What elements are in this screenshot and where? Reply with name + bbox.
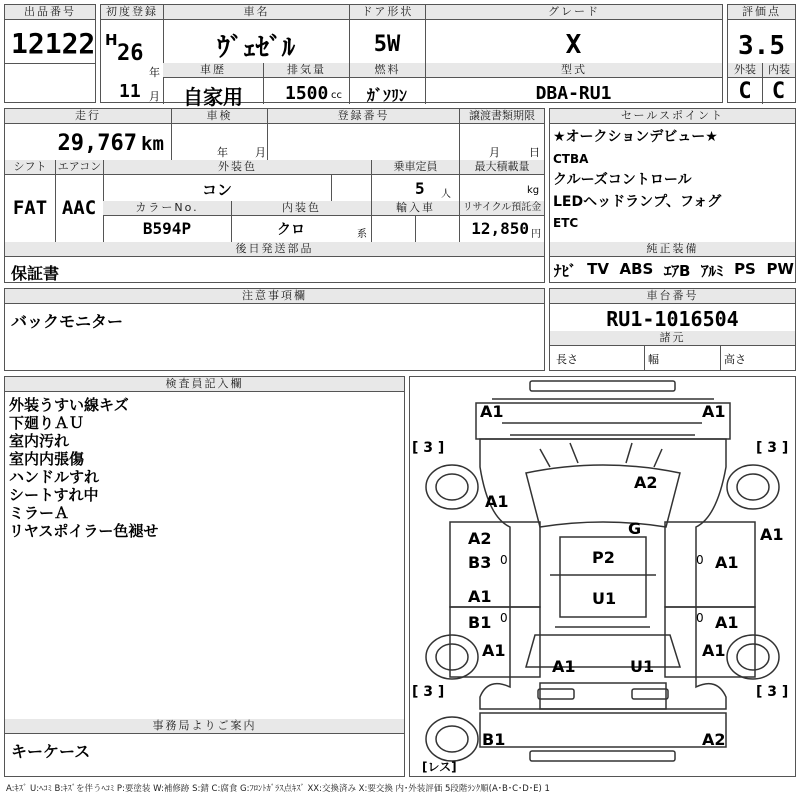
- equipment-item: ｴｱB: [663, 262, 691, 280]
- transfer-header: 譲渡書類期限: [459, 109, 544, 124]
- aircon-header: エアコン: [55, 160, 103, 175]
- shift-header: シフト: [5, 160, 55, 175]
- sales-points-box: [549, 108, 796, 283]
- aircon-value: AAC: [61, 197, 97, 219]
- mark-quarter-rr: A1: [702, 641, 726, 660]
- genuine-equipment-list: [554, 260, 794, 281]
- exterior-grade: C: [738, 79, 752, 104]
- tire-fl: [426, 465, 478, 509]
- recycle-unit: 円: [531, 229, 541, 240]
- equipment-item: TV: [587, 260, 609, 278]
- mark-quarter-rl: A1: [482, 641, 506, 660]
- lot-box: [4, 4, 96, 103]
- inspector-box: [4, 376, 405, 777]
- body-outline: [480, 439, 726, 709]
- inspector-note: シートすれ中: [9, 486, 99, 504]
- caution-box: [4, 288, 545, 371]
- equipment-item: PW: [766, 260, 794, 278]
- grade-header: グレード: [425, 5, 722, 20]
- sales-point-item: ★オークションデビュー★: [553, 129, 718, 145]
- ext-color-value: コン: [201, 181, 232, 199]
- mark-spare-tire: [レス]: [422, 760, 457, 774]
- office-header: 事務局よりご案内: [5, 719, 404, 734]
- int-color-suffix: 系: [357, 229, 367, 240]
- width-label: 幅: [648, 353, 659, 366]
- max-load-header: 最大積載量: [459, 160, 544, 175]
- mileage-header: 走行: [5, 109, 171, 124]
- mark-front-bumper-right: A1: [702, 402, 726, 421]
- mark-tire-fr: [ 3 ]: [756, 440, 789, 456]
- front-bumper: [476, 399, 730, 439]
- interior-header: 内装: [762, 63, 795, 78]
- mark-door-rr-0: 0: [696, 611, 704, 625]
- equipment-item: ﾅﾋﾞ: [554, 262, 577, 280]
- tire-rr: [727, 635, 779, 679]
- mark-tire-rl: [ 3 ]: [412, 684, 445, 700]
- capacity-value: 5: [415, 179, 425, 198]
- equipment-item: ABS: [619, 260, 654, 278]
- mark-tire-fl: [ 3 ]: [412, 440, 445, 456]
- capacity-unit: 人: [441, 189, 451, 200]
- inspection-year-unit: 年: [217, 146, 228, 159]
- mark-door-fr-0: 0: [696, 553, 704, 567]
- inspector-note: ハンドルすれ: [9, 468, 100, 486]
- office-notes: キーケース: [11, 742, 91, 761]
- door-fl: [450, 522, 540, 607]
- mark-door-fl-2: B3: [468, 553, 492, 572]
- sales-points-header: セールスポイント: [550, 109, 795, 124]
- score-value: 3.5: [738, 31, 785, 61]
- equipment-item: ｱﾙﾐ: [700, 262, 724, 280]
- color-no-value: B594P: [142, 219, 192, 238]
- score-header: 評価点: [728, 5, 795, 20]
- transfer-month-unit: 月: [489, 146, 500, 159]
- inspection-month-unit: 月: [255, 146, 266, 159]
- interior-grade: C: [771, 79, 786, 104]
- sales-point-item: LEDヘッドランプ、フォグ: [553, 193, 722, 210]
- later-parts-header: 後日発送部品: [5, 242, 544, 257]
- inspector-notes: [9, 396, 399, 540]
- mileage-unit: km: [141, 133, 164, 155]
- mark-door-fl-1: A2: [468, 529, 492, 548]
- mark-fender-fr: A1: [760, 525, 784, 544]
- grade-value: X: [565, 30, 582, 60]
- mark-trunk-a1: A1: [552, 657, 576, 676]
- mark-roof-u1: U1: [592, 589, 617, 608]
- chassis-number: RU1-1016504: [606, 307, 739, 331]
- int-color-header: 内装色: [231, 201, 371, 216]
- lot-number: 12122: [11, 27, 96, 60]
- chassis-box: [549, 288, 796, 371]
- displacement-unit: cc: [331, 90, 342, 101]
- reg-no-header: 登録番号: [267, 109, 459, 124]
- rear-glass: [526, 635, 680, 667]
- car-history: 自家用: [183, 85, 243, 109]
- fuel-value: ｶﾞｿﾘﾝ: [366, 86, 407, 105]
- mark-door-fr: A1: [715, 553, 739, 572]
- mileage-value: 29,767: [57, 131, 137, 156]
- history-header: 車歴: [163, 63, 263, 78]
- reg-year-unit: 年: [149, 66, 160, 79]
- mark-rear-bumper-right: A2: [702, 730, 726, 749]
- top-info-box: [100, 4, 723, 109]
- inspection-header: 車検: [171, 109, 267, 124]
- car-diagram: [410, 377, 795, 776]
- sales-point-item: クルーズコントロール: [553, 172, 692, 188]
- era-letter: H: [105, 31, 118, 49]
- int-color-value: クロ: [277, 222, 305, 238]
- rear-bumper: [480, 713, 726, 747]
- door-header: ドア形状: [349, 5, 425, 20]
- shift-value: FAT: [12, 197, 48, 219]
- mark-roof-g: G: [628, 519, 642, 538]
- sales-points-list: [553, 127, 793, 235]
- inspector-note: 下廻りＡＵ: [9, 414, 85, 432]
- recycle-fee: 12,850: [471, 219, 529, 238]
- mark-rear-bumper-left: B1: [482, 730, 506, 749]
- max-load-unit: kg: [527, 185, 540, 196]
- reg-year: 26: [117, 41, 144, 66]
- mark-fender-fl: A1: [485, 492, 509, 511]
- mark-door-fl-0: 0: [500, 553, 508, 567]
- car-diagram-box: [409, 376, 796, 777]
- mark-door-rl-2: B1: [468, 613, 492, 632]
- tire-spare: [426, 717, 478, 761]
- first-reg-header: 初度登録: [101, 5, 163, 20]
- mark-door-rl-1: A1: [468, 587, 492, 606]
- inspector-note: ミラーＡ: [9, 504, 70, 522]
- car-name: ｳﾞｪｾﾞﾙ: [216, 33, 295, 63]
- color-no-header: カラーNo.: [103, 201, 231, 216]
- lot-header: 出品番号: [5, 5, 95, 20]
- inspector-note: リヤスポイラー色褪せ: [9, 522, 159, 540]
- model-header: 型式: [425, 63, 722, 78]
- dimensions-header: 諸元: [550, 331, 795, 346]
- tire-fr: [727, 465, 779, 509]
- transfer-day-unit: 日: [529, 146, 540, 159]
- displacement-header: 排気量: [263, 63, 349, 78]
- mark-roof-p2: P2: [592, 548, 615, 567]
- door-type: 5W: [373, 32, 401, 57]
- door-fr: [665, 522, 755, 607]
- mark-trunk-u1: U1: [630, 657, 655, 676]
- front-bumper-strip: [530, 381, 675, 391]
- genuine-equipment-header: 純正装備: [550, 242, 795, 257]
- recycle-header: リサイクル預託金: [459, 201, 544, 216]
- import-header: 輸入車: [371, 201, 459, 216]
- displacement-value: 1500: [285, 83, 329, 104]
- height-label: 高さ: [724, 353, 746, 366]
- model-code: DBA-RU1: [535, 83, 612, 104]
- sales-point-item: ETC: [553, 216, 579, 230]
- inspector-header: 検査員記入欄: [5, 377, 404, 392]
- inspector-note: 室内内張傷: [9, 450, 85, 468]
- ext-color-header: 外装色: [103, 160, 371, 175]
- mark-front-bumper-left: A1: [480, 402, 504, 421]
- later-parts-value: 保証書: [11, 264, 60, 283]
- caution-value: バックモニター: [11, 312, 124, 331]
- inspector-note: 外装うすい線キズ: [9, 396, 129, 414]
- caution-header: 注意事項欄: [5, 289, 544, 304]
- vehicle-detail-box: [4, 108, 545, 283]
- score-box: [727, 4, 796, 103]
- car-name-header: 車名: [163, 5, 349, 20]
- mark-door-rr: A1: [715, 613, 739, 632]
- length-label: 長さ: [556, 353, 578, 366]
- mark-door-rl-0: 0: [500, 611, 508, 625]
- fuel-header: 燃料: [349, 63, 425, 78]
- chassis-header: 車台番号: [550, 289, 795, 304]
- equipment-item: PS: [734, 260, 756, 278]
- inspector-note: 室内汚れ: [9, 432, 70, 450]
- sales-point-item: CTBA: [553, 151, 589, 166]
- exterior-header: 外装: [728, 63, 762, 78]
- capacity-header: 乗車定員: [371, 160, 459, 175]
- reg-month: 11: [119, 81, 141, 102]
- legend-text: A:ｷｽﾞ U:ﾍｺﾐ B:ｷｽﾞを伴うﾍｺﾐ P:要塗装 W:補修跡 S:錆 C:腐食 G:ﾌﾛﾝﾄｶﾞﾗｽ点ｷｽﾞ XX:交換済み X:要交換 内･外装評価 5段階ﾗﾝｸ順(A･B･C･D･E) 1: [6, 784, 550, 794]
- mark-tire-rr: [ 3 ]: [756, 684, 789, 700]
- tire-rl: [426, 635, 478, 679]
- reg-month-unit: 月: [149, 90, 160, 103]
- mark-hood: A2: [634, 473, 658, 492]
